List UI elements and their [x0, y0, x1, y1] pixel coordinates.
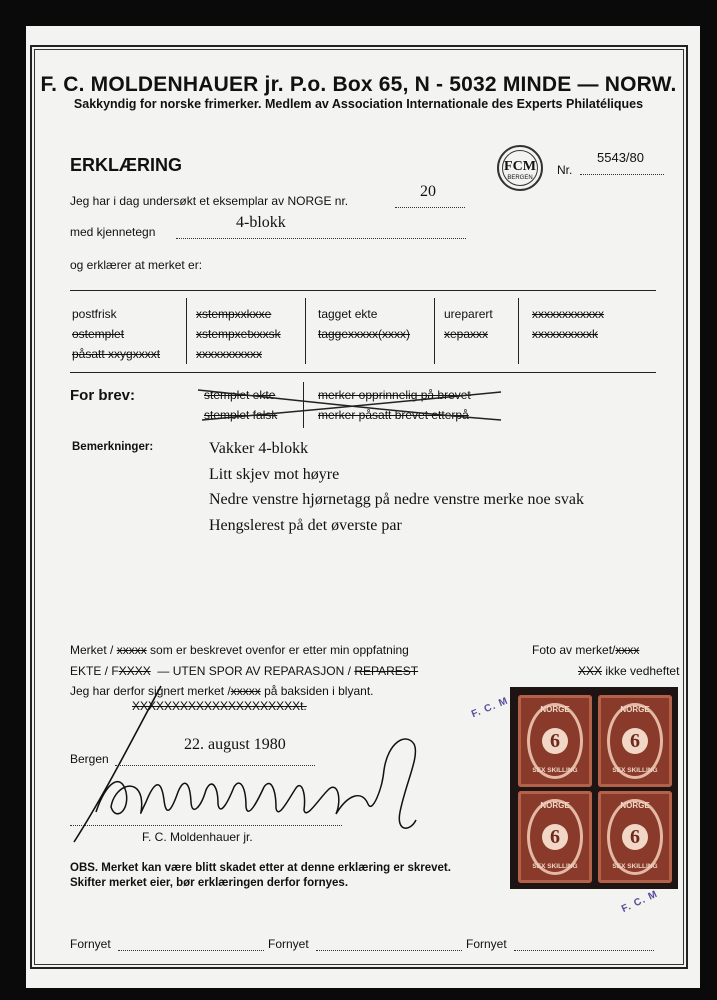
handwritten-signature [66, 682, 426, 852]
stamp-top-right: NORGE 6 SEX SKILLING [598, 695, 672, 787]
cond-ureparert: ureparert [444, 307, 493, 321]
cross-out-strokes [196, 386, 506, 426]
cond-reparert: xepaxxx [444, 327, 489, 341]
cond-postfrisk: postfrisk [72, 307, 117, 321]
for-brev-label: For brev: [70, 387, 136, 404]
handstamp-lower: F. C. M [620, 888, 660, 915]
cond-stemplet-falsk: xstempxetxxxsk [196, 327, 281, 341]
photo-line-2: XXX ikke vedheftet [578, 664, 680, 678]
certificate-number: 5543/80 [597, 150, 644, 165]
brev-stemplet-falsk: stemplet falsk [204, 408, 278, 422]
remark-line-1: Vakker 4-blokk [209, 440, 309, 457]
seal-city: BERGEN [507, 175, 533, 181]
verdict-line-2: EKTE / FXXXX — UTEN SPOR AV REPARASJON / REPAREST [70, 664, 419, 678]
certificate-title: F. C. MOLDENHAUER jr. P.o. Box 65, N - 5032 MINDE — NORW. [40, 73, 677, 96]
stamp-bottom-right: NORGE 6 SEX SKILLING [598, 791, 672, 883]
cond-tagget-falsk: taggexxxxx(xxxx) [318, 327, 411, 341]
renewal-label-1: Fornyet [70, 937, 111, 951]
cond-tagget-ekte: tagget ekte [318, 307, 378, 321]
brev-merker-pasatt: merker påsatt brevet etterpå [318, 408, 469, 422]
characteristic-value: 4-blokk [236, 214, 286, 231]
nr-label: Nr. [557, 163, 573, 177]
remark-line-4: Hengslerest på det øverste par [209, 517, 402, 534]
handstamp-upper: F. C. M [470, 695, 510, 721]
examined-label: Jeg har i dag undersøkt et eksemplar av NORGE nr. [70, 194, 349, 208]
remark-line-2: Litt skjev mot høyre [209, 466, 340, 483]
remark-line-3: Nedre venstre hjørnetagg på nedre venstre merke noe svak [209, 491, 584, 508]
obs-line-1: OBS. Merket kan være blitt skadet etter at denne erklæring er skrevet. [70, 862, 451, 874]
brev-stemplet-ekte: stemplet ekte [204, 388, 276, 402]
signer-name: F. C. Moldenhauer jr. [142, 830, 253, 844]
stamp-bottom-left: NORGE 6 SEX SKILLING [518, 791, 592, 883]
seal-letters: FCM [504, 159, 536, 174]
cond-stemplet-ekte: xstempxxkxxe [196, 307, 272, 321]
verdict-line-1: Merket / xxxxx som er beskrevet ovenfor er etter min oppfatning [70, 643, 409, 657]
obs-line-2: Skifter merket eier, bør erklæringen derfor fornyes. [70, 877, 349, 889]
expert-seal-icon [497, 145, 543, 191]
stamp-block-photo [510, 687, 678, 889]
brev-merker-opprinnelig: merker opprinnelig på brevet [318, 388, 471, 402]
signature-date: 22. august 1980 [184, 736, 286, 753]
cond-col2-row3: xxxxxxxxxxx [196, 347, 262, 361]
photo-line-1: Foto av merket/xxxx [532, 643, 640, 657]
remarks-label: Bemerkninger: [72, 441, 154, 453]
cond-col5-row2: xxxxxxxxxxk [532, 327, 598, 341]
verdict-line-3: Jeg har derfor signert merket /xxxxx på baksiden i blyant. [70, 684, 374, 698]
verdict-line-4: XXXXXXXXXXXXXXXXXXXXXt. [132, 699, 307, 713]
cond-col5-row1: xxxxxxxxxxxx [532, 307, 604, 321]
stamp-top-left: NORGE 6 SEX SKILLING [518, 695, 592, 787]
norway-number: 20 [420, 183, 436, 200]
certificate-subtitle: Sakkyndig for norske frimerker. Medlem av Association Internationale des Experts Philatéliques [73, 97, 644, 111]
renewal-label-2: Fornyet [268, 937, 309, 951]
city-label: Bergen [70, 752, 109, 766]
cond-ostemplet: ostemplet [72, 327, 125, 341]
characteristic-label: med kjennetegn [70, 225, 156, 239]
declaration-heading: ERKLÆRING [70, 155, 182, 175]
cond-pasatt: påsatt xxygxxxxt [72, 347, 161, 361]
declares-label: og erklærer at merket er: [70, 258, 203, 272]
renewal-label-3: Fornyet [466, 937, 507, 951]
